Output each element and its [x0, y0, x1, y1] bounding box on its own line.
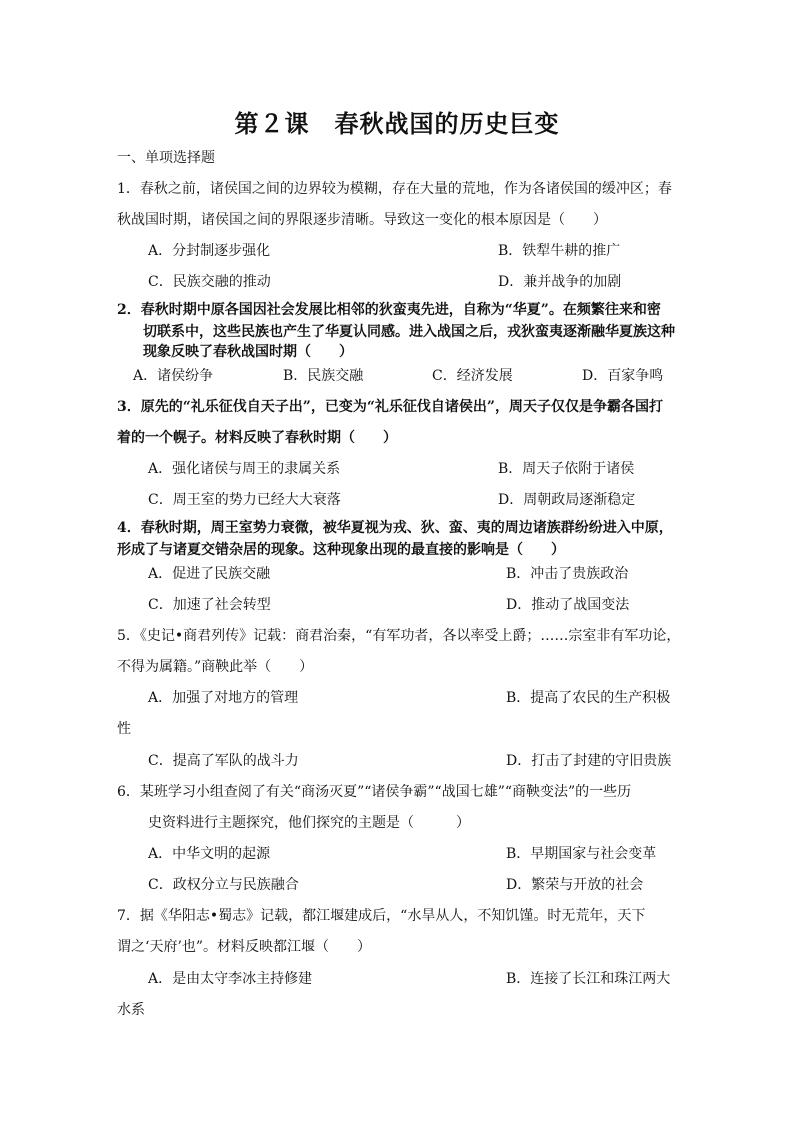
page-title: 第２课 春秋战国的历史巨变	[234, 109, 560, 138]
question-3-option-c: C．周王室的势力已经大大衰落	[148, 492, 341, 508]
question-4-line-1: 4．春秋时期，周王室势力衰微，被华夏视为戎、狄、蛮、夷的周边诸族群纷纷进入中原，	[117, 520, 673, 536]
question-1-option-c: C．民族交融的推动	[148, 274, 271, 290]
question-3-line-2: 着的一个幌子。材料反映了春秋时期（ ）	[117, 430, 397, 446]
question-2-option-b: B．民族交融	[283, 368, 364, 384]
question-7-option-b-wrap: 水系	[117, 1002, 145, 1018]
question-1-line-1: 1．春秋之前，诸侯国之间的边界较为模糊，存在大量的荒地，作为各诸侯国的缓冲区；春	[117, 181, 672, 197]
question-2-line-2: 切联系中，这些民族也产生了华夏认同感。进入战国之后，戎狄蛮夷逐渐融华夏族这种	[143, 324, 675, 340]
question-5-option-a: A．加强了对地方的管理	[148, 690, 299, 706]
question-7-line-1: 7．据《华阳志•蜀志》记载，都江堰建成后，“水旱从人，不知饥馑。时无荒年，天下	[117, 908, 646, 924]
question-5-line-2: 不得为属籍。”商鞅此举（ ）	[117, 659, 314, 675]
question-3-line-1: 3．原先的“礼乐征伐自天子出”，已变为“礼乐征伐自诸侯出”，周天子仅仅是争霸各国打	[117, 399, 663, 415]
question-5-option-b: B．提高了农民的生产积极	[506, 690, 671, 706]
question-7-option-a: A．是由太守李冰主持修建	[148, 971, 313, 987]
question-5-option-d: D．打击了封建的守旧贵族	[506, 753, 672, 769]
question-6-option-d: D．繁荣与开放的社会	[506, 877, 644, 893]
question-3-option-b: B．周天子依附于诸侯	[498, 461, 635, 477]
question-5-option-b-wrap: 性	[117, 721, 131, 737]
question-6-line-1: 6．某班学习小组查阅了有关“商汤灭夏”“诸侯争霸”“战国七雄”“商鞅变法”的一些历	[117, 784, 632, 800]
question-6-line-2: 史资料进行主题探究，他们探究的主题是（ ）	[148, 815, 470, 831]
question-3-option-d: D．周朝政局逐渐稳定	[498, 492, 636, 508]
question-1-option-a: A．分封制逐步强化	[148, 243, 271, 259]
question-2-line-3: 现象反映了春秋战国时期（ ）	[143, 344, 353, 360]
question-4-option-b: B．冲击了贵族政治	[506, 566, 629, 582]
question-4-option-c: C．加速了社会转型	[148, 597, 271, 613]
question-2-option-a: A．诸侯纷争	[133, 368, 214, 384]
question-5-line-1: 5．《史记•商君列传》记载：商君治秦，“有军功者，各以率受上爵；……宗室非有军功论，	[117, 628, 681, 644]
question-6-option-b: B．早期国家与社会变革	[506, 846, 657, 862]
question-2-option-c: C．经济发展	[432, 368, 513, 384]
question-5-option-c: C．提高了军队的战斗力	[148, 753, 299, 769]
question-7-option-b: B．连接了长江和珠江两大	[506, 971, 671, 987]
question-4-option-a: A．促进了民族交融	[148, 566, 271, 582]
question-1-option-d: D．兼并战争的加剧	[498, 274, 622, 290]
question-6-option-c: C．政权分立与民族融合	[148, 877, 299, 893]
question-1-option-b: B．铁犁牛耕的推广	[498, 243, 621, 259]
section-heading: 一、单项选择题	[117, 150, 215, 166]
question-4-option-d: D．推动了战国变法	[506, 597, 630, 613]
question-2-option-d: D．百家争鸣	[582, 368, 664, 384]
question-7-line-2: 谓之‘天府’也”。材料反映都江堰（ ）	[117, 939, 372, 955]
question-3-option-a: A．强化诸侯与周王的隶属关系	[148, 461, 341, 477]
question-2-line-1: 2．春秋时期中原各国因社会发展比相邻的狄蛮夷先进，自称为“华夏”。在频繁往来和密	[117, 302, 661, 318]
question-1-line-2: 秋战国时期，诸侯国之间的界限逐步清晰。导致这一变化的根本原因是（ ）	[117, 212, 607, 228]
question-4-line-2: 形成了与诸夏交错杂居的现象。这种现象出现的最直接的影响是（ ）	[117, 542, 565, 558]
question-6-option-a: A．中华文明的起源	[148, 846, 271, 862]
